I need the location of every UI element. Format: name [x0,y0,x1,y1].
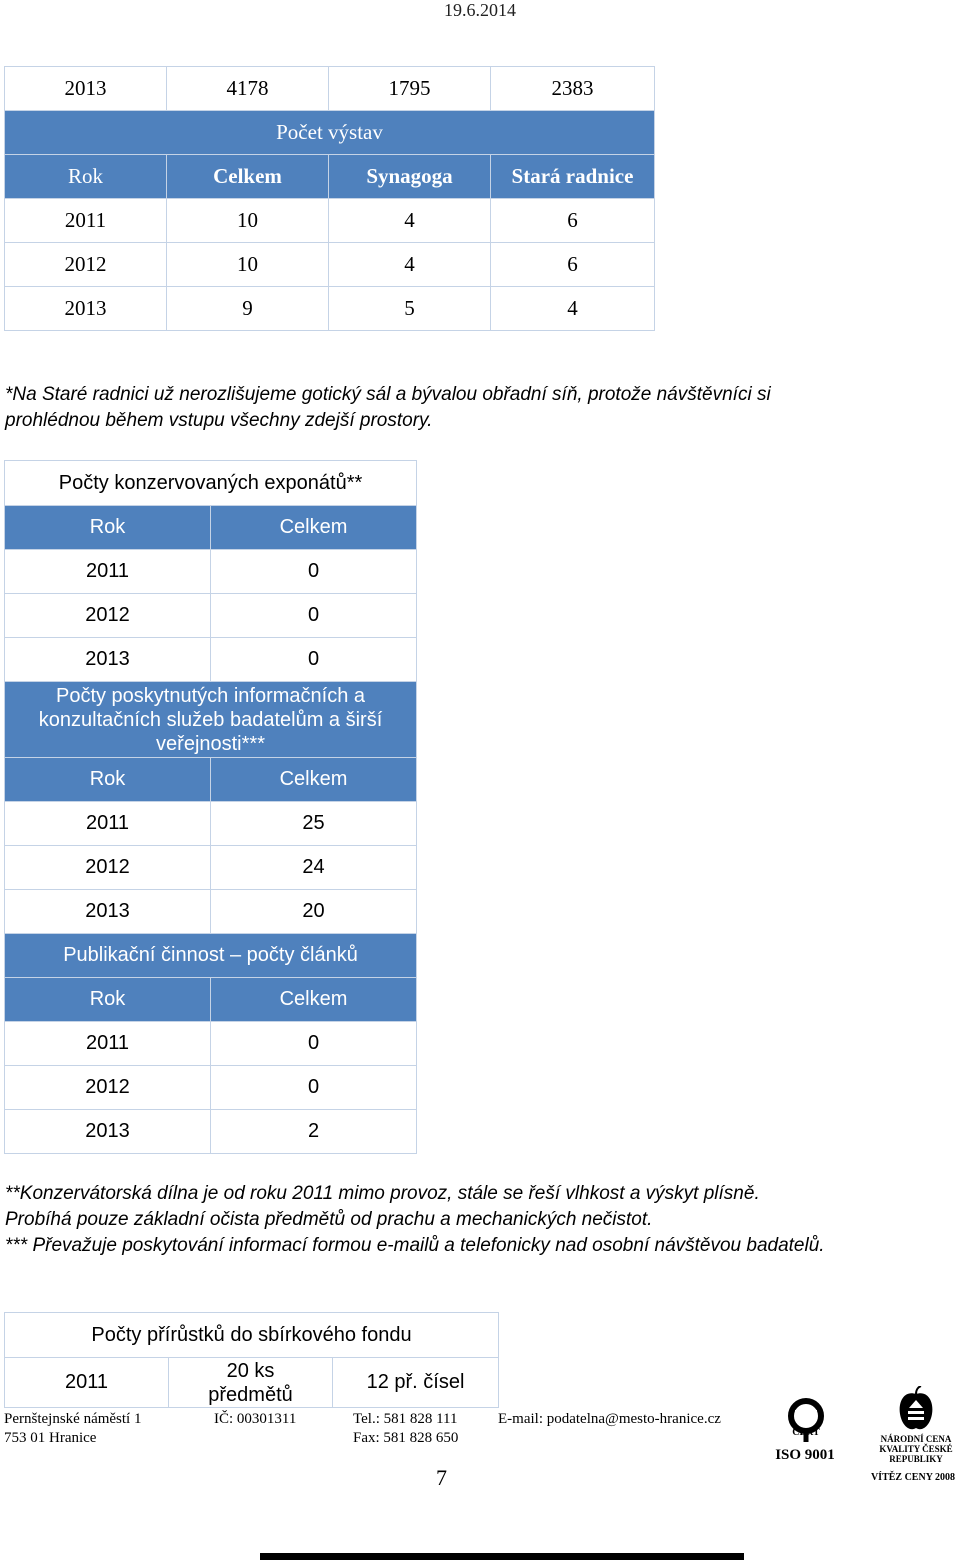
table-cell: 2383 [491,67,655,111]
table-cell: 2012 [5,243,167,287]
table-row [5,846,417,890]
table-cell: 12 př. čísel [333,1358,499,1408]
note-town-hall-line1: *Na Staré radnici už nerozlišujeme gotický sál a bývalou obřadní síň, protože návštěvníci si [5,384,771,405]
table-title-row [5,1313,499,1358]
quality-award-text: NÁRODNÍ CENA KVALITY ČESKÉ REPUBLIKY [879,1434,953,1464]
iso-label: ISO 9001 [775,1447,835,1463]
table-cell: 2013 [5,890,211,934]
footer-address-line2: 753 01 Hranice [4,1430,97,1446]
table-row [5,243,655,287]
table-title-row [5,682,417,758]
table-row [5,199,655,243]
table-row [5,890,417,934]
table-cell: 2013 [5,638,211,682]
consultations-title: Počty poskytnutých informačních a konzultačních služeb badatelům a širší veřejnosti*** [5,682,417,758]
cert-logo [785,1398,827,1446]
table-header-row [5,155,655,199]
acquisitions-title: Počty přírůstků do sbírkového fondu [5,1313,499,1358]
footer-email: E-mail: podatelna@mesto-hranice.cz [498,1411,721,1427]
document-date: 19.6.2014 [444,0,516,20]
column-header: Celkem [211,758,417,802]
table-row [5,1066,417,1110]
table-cell: 6 [491,199,655,243]
table-cell: 4 [491,287,655,331]
table-row [5,1110,417,1154]
acquisitions-table [4,1312,499,1408]
bottom-bar [260,1553,744,1560]
table-cell: 20 ks předmětů [169,1358,333,1408]
quality-award-winner: VÍTĚZ CENY 2008 [870,1472,956,1483]
table-cell: 2012 [5,1066,211,1110]
table-header-row [5,506,417,550]
note-town-hall-line2: prohlédnou během vstupu všechny zdejší prostory. [5,410,433,431]
column-header: Celkem [211,506,417,550]
conserved-title: Počty konzervovaných exponátů** [5,461,417,506]
publications-title: Publikační činnost – počty článků [5,934,417,978]
note-conservation-line1: **Konzervátorská dílna je od roku 2011 mimo provoz, stále se řeší vlhkost a výskyt plísně. [5,1183,760,1204]
table-cell: 20 [211,890,417,934]
table-caption: Počet výstav [5,111,655,155]
footer-address-line1: Pernštejnské náměstí 1 [4,1411,142,1427]
table-header-row [5,758,417,802]
table-cell: 2011 [5,199,167,243]
column-header: Synagoga [329,155,491,199]
table-row [5,287,655,331]
table-cell: 2011 [5,802,211,846]
table-cell: 0 [211,1022,417,1066]
table-cell: 2011 [5,1022,211,1066]
table-cell: 0 [211,1066,417,1110]
note-conservation-line2: Probíhá pouze základní očista předmětů od prachu a mechanických nečistot. [5,1209,653,1230]
table-cell: 24 [211,846,417,890]
table-row [5,594,417,638]
table-row [5,1022,417,1066]
table-cell: 25 [211,802,417,846]
footer-ic: IČ: 00301311 [214,1411,297,1427]
table-row [5,638,417,682]
table-cell: 6 [491,243,655,287]
table-header-row [5,978,417,1022]
cert-logo-icon [785,1398,827,1446]
table-cell: 2011 [5,1358,169,1408]
table-caption-row [5,111,655,155]
column-header: Rok [5,758,211,802]
table-row [5,1358,499,1408]
table-cell: 10 [167,243,329,287]
column-header: Rok [5,155,167,199]
table-cell: 9 [167,287,329,331]
table-cell: 2013 [5,1110,211,1154]
cert-logo-text: CERT [792,1427,820,1438]
table-title-row [5,934,417,978]
table-cell: 2013 [5,287,167,331]
table-row [5,550,417,594]
exhibitions-table [4,66,655,331]
table-cell: 2012 [5,594,211,638]
apple-icon [896,1386,936,1434]
table-title-row [5,461,417,506]
table-cell: 4178 [167,67,329,111]
note-information: *** Převažuje poskytování informací formou e-mailů a telefonicky nad osobní návštěvou badatelů. [5,1235,825,1256]
table-cell: 10 [167,199,329,243]
table-cell: 2 [211,1110,417,1154]
column-header: Celkem [211,978,417,1022]
quality-award-logo [896,1386,936,1434]
column-header: Stará radnice [491,155,655,199]
table-row [5,802,417,846]
table-row [5,67,655,111]
table-cell: 0 [211,638,417,682]
table-cell: 4 [329,199,491,243]
table-cell: 0 [211,550,417,594]
statistics-table [4,460,417,1154]
column-header: Rok [5,978,211,1022]
table-cell: 2011 [5,550,211,594]
footer-fax: Fax: 581 828 650 [353,1430,459,1446]
table-cell: 0 [211,594,417,638]
table-cell: 2012 [5,846,211,890]
page-number: 7 [436,1465,447,1490]
table-cell: 1795 [329,67,491,111]
column-header: Rok [5,506,211,550]
table-cell: 4 [329,243,491,287]
table-cell: 2013 [5,67,167,111]
footer-tel: Tel.: 581 828 111 [353,1411,458,1427]
table-cell: 5 [329,287,491,331]
column-header: Celkem [167,155,329,199]
